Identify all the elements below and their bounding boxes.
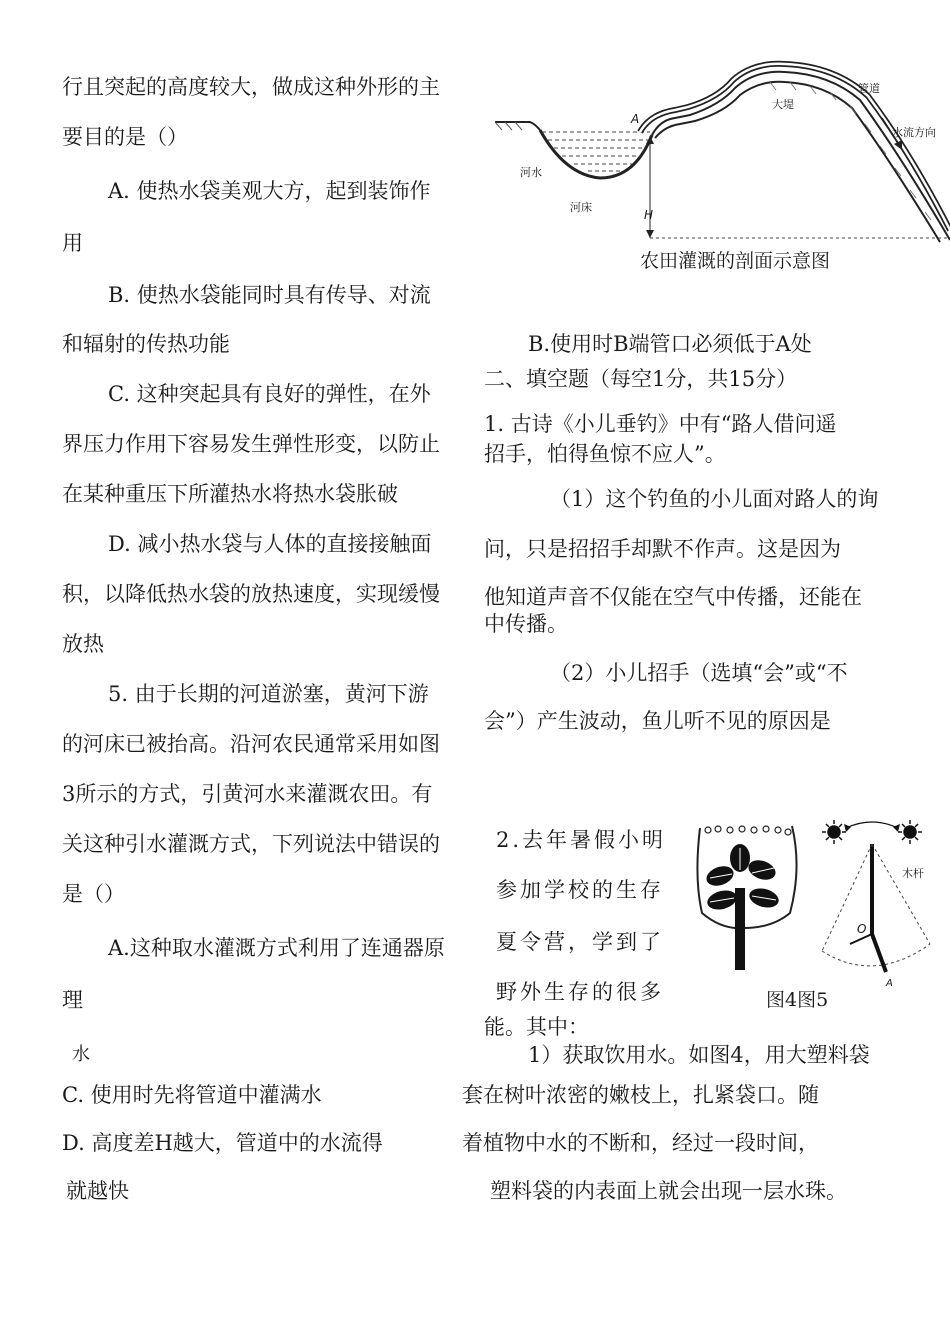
option-c-line: 界压力作用下容易发生弹性形变，以防止 [62, 432, 440, 456]
water-droplets [705, 826, 791, 835]
option-c-line: 在某种重压下所灌热水将热水袋胀破 [62, 482, 398, 506]
section-heading: 二、填空题（每空1分，共15分） [484, 367, 798, 391]
option-a-line: A. 使热水袋美观大方，起到装饰作 [108, 179, 431, 203]
q5-option-c-line: C. 使用时先将管道中灌满水 [62, 1083, 322, 1107]
q1-part1-line: （1）这个钓鱼的小儿面对路人的询 [550, 487, 879, 511]
option-d-line: 放热 [62, 632, 104, 656]
q2-part1-line: 塑料袋的内表面上就会出现一层水珠。 [490, 1179, 847, 1203]
sun-path-arrow [846, 822, 898, 828]
flow-label: 水流方向 [892, 126, 936, 139]
bed-label: 河床 [570, 201, 592, 214]
figure-4-5-caption: 图4图5 [766, 989, 829, 1011]
q1-part2-line: 会”）产生波动，鱼儿听不见的原因是 [484, 709, 831, 733]
question-5-line: 5. 由于长期的河道淤塞，黄河下游 [108, 682, 429, 706]
q5-option-d-line: 就越快 [66, 1179, 129, 1203]
option-b-line: B. 使热水袋能同时具有传导、对流 [108, 283, 431, 307]
q5-option-d-line: D. 高度差H越大，管道中的水流得 [62, 1131, 383, 1155]
point-a-label: A [886, 978, 893, 989]
text-line: 要目的是（） [62, 125, 188, 149]
stray-character: 水 [72, 1044, 90, 1065]
question-1-line: 招手，怕得鱼惊不应人”。 [484, 442, 726, 466]
left-bank [495, 122, 540, 130]
figure-4-plant-bag [692, 818, 804, 973]
question-5-line: 3所示的方式，引黄河水来灌溉农田。有 [62, 782, 433, 806]
pole-label: 木杆 [902, 867, 924, 880]
point-a-label: A [631, 112, 640, 126]
option-c-line: C. 这种突起具有良好的弹性，在外 [108, 382, 431, 406]
height-h-label: H [644, 208, 654, 222]
option-d-line: 积，以降低热水袋的放热速度，实现缓慢 [62, 582, 440, 606]
question-5-line: 是（） [62, 882, 125, 906]
q5-option-b-line: B.使用时B端管口必须低于A处 [528, 332, 812, 356]
question-5-line: 的河床已被抬高。沿河农民通常采用如图 [62, 732, 440, 756]
question-2-line: 2.去年暑假小明 [496, 828, 667, 852]
figure-3-caption: 农田灌溉的剖面示意图 [640, 250, 831, 272]
irrigation-diagram [490, 60, 950, 250]
option-a-line: 用 [62, 231, 83, 255]
question-2-line: 野外生存的很多 [496, 980, 664, 1004]
text-line: 行且突起的高度较大，做成这种外形的主 [62, 75, 440, 99]
river-label: 河水 [520, 166, 542, 179]
figure-5-pole-shadow [812, 816, 942, 991]
q1-part1-line: 中传播。 [484, 612, 568, 636]
question-2-line: 参加学校的生存 [496, 878, 664, 902]
dam-label: 大堤 [772, 98, 794, 111]
question-5-line: 关这种引水灌溉方式，下列说法中错误的 [62, 832, 440, 856]
q2-part1-line: 1）获取饮用水。如图4，用大塑料袋 [528, 1043, 870, 1067]
sun-icon [898, 820, 922, 844]
q1-part1-line: 他知道声音不仅能在空气中传播，还能在 [484, 585, 862, 609]
pipe-label: 管道 [858, 82, 880, 95]
q5-option-a-line: A.这种取水灌溉方式利用了连通器原 [108, 936, 445, 960]
q2-part1-line: 着植物中水的不断和，经过一段时间， [462, 1131, 819, 1155]
q5-option-a-line: 理 [62, 988, 83, 1012]
sun-icon [822, 820, 846, 844]
q1-part2-line: （2）小儿招手（选填“会”或“不 [550, 661, 848, 685]
question-2-line: 夏令营，学到了 [496, 930, 664, 954]
point-o-label: O [857, 922, 867, 936]
question-1-line: 1. 古诗《小儿垂钓》中有“路人借问遥 [484, 412, 837, 436]
option-b-line: 和辐射的传热功能 [62, 332, 230, 356]
option-d-line: D. 减小热水袋与人体的直接接触面 [108, 532, 432, 556]
stem [735, 888, 745, 970]
q2-part1-line: 套在树叶浓密的嫩枝上，扎紧袋口。随 [462, 1083, 819, 1107]
q1-part1-line: 问，只是招招手却默不作声。这是因为 [484, 537, 841, 561]
question-2-line: 能。其中： [484, 1015, 589, 1039]
